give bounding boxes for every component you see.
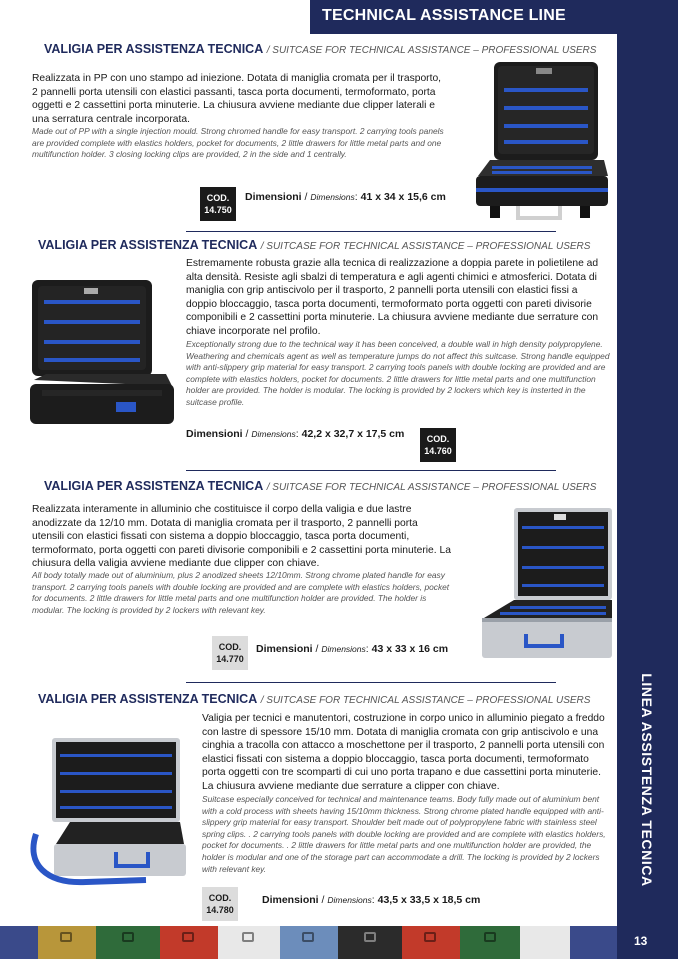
product-code-box (212, 636, 248, 670)
section-divider (186, 682, 556, 683)
dims-label-en: Dimensions (321, 644, 366, 654)
product-description-it: Estremamente robusta grazie alla tecnica di realizzazione a doppia parete in polietilene ad alta densità. Resiste agli sbalzi di temperatura e agli agenti chimici e atmosferici. Dotata di maniglia con grip antiscivolo per il trasporto, 2 pannelli porta utensili con elastici fissi a doppio bloccaggio, tasca porta documenti, termoformato porta oggetti con pareti divisorie componibili e 2 cassettini porta minuterie. La chiusura avviene mediante due serrature con chiave incorporate nel profilo. (186, 258, 599, 337)
product-title (44, 479, 596, 493)
dims-value: 43,5 x 33,5 x 18,5 cm (377, 894, 481, 906)
product-title-en: / SUITCASE FOR TECHNICAL ASSISTANCE – PROFESSIONAL USERS (260, 241, 591, 252)
suitcase-image (470, 58, 610, 226)
dims-label-en: Dimensions (310, 192, 355, 202)
suitcase-image (26, 734, 192, 894)
dims-label-it: Dimensioni (262, 894, 319, 906)
strip-block (402, 926, 460, 959)
code-label: COD. (426, 434, 450, 444)
product-code: 14.750 (204, 205, 232, 215)
strip-block (570, 926, 617, 959)
product-dimensions: Dimensioni / Dimensions: 43,5 x 33,5 x 18,5 cm (262, 894, 481, 906)
suitcase-image (480, 506, 616, 668)
product-description-en: Suitcase especially conceived for technical and maintenance teams. Body fully made out of aluminium bent with a cold process with sheets having 15/10mm thickness. Strong chrome plated handle equipped with anti-slippery grip material for easy transport. Shoulder belt made out of polypropylene fabric with stainless steel spring clips. . 2 carrying tools panels with double locking are provided and are complete with elastics holders, pocket for documents. . 2 little drawers for little metal parts and one multifunction holder are provided, the holder is modular and one of the storage part can accommodate a drill. The locking is provided by 2 lockers with relevant key. (202, 794, 606, 874)
product-title-en: / SUITCASE FOR TECHNICAL ASSISTANCE – PROFESSIONAL USERS (266, 482, 597, 493)
dims-label-it: Dimensioni (186, 428, 243, 440)
strip-block (96, 926, 160, 959)
dims-label-it: Dimensioni (245, 191, 302, 203)
strip-block (520, 926, 570, 959)
product-description-it: Realizzata interamente in alluminio che costituisce il corpo della valigia e due lastre anodizzate da 12/10 mm. Dotata di maniglia cromata per il trasporto, 2 pannelli porta utensili con elastici fissati con sistema a doppio bloccaggio, tasca porta documenti, termoformato, porta oggetti con pareti divisorie componibili e 2 cassettini porta minuterie. La chiusura della valigia avviene mediante due clipper con chiave. (32, 504, 451, 570)
product-title-it: VALIGIA PER ASSISTENZA TECNICA (44, 479, 264, 493)
product-description-it: Realizzata in PP con uno stampo ad iniezione. Dotata di maniglia cromata per il trasporto, 2 pannelli porta utensili con elastici passanti, tasca porta documenti, termoformato, porta oggetti e 2 cassettini porta minuterie. La chiusura avviene mediante due clipper laterali e una serratura centrale incorporata. (32, 73, 442, 125)
dims-label-it: Dimensioni (256, 643, 313, 655)
product-description-en: Exceptionally strong due to the technical way it has been conceived, a double wall in high density polypropylene. Weathering and chemicals agent as well as temperature jumps do not affect this suitcase. Strong handle equipped with anti-slippery grip material for easy transport. 2 carrying tools panels with double locking are provided and are complete with elastics holders, pocket for documents. 2 little drawers for little metal parts and one multifunction holder are provided. The holder is modular. The locking is provided by 2 lockers which key is insterted in the suitcase profile. (186, 339, 610, 407)
product-code: 14.760 (424, 446, 452, 456)
product-code: 14.770 (216, 654, 244, 664)
product-description-en: Made out of PP with a single injection mould. Strong chromed handle for easy transport. 2 carrying tools panels are provided complete with elastics holders, pocket for documents, 2 little drawers for little metal parts and one multifunction holder. 3 closing locking clips are provided, 2 in the side and 1 centrally. (32, 126, 444, 160)
product-title-it: VALIGIA PER ASSISTENZA TECNICA (38, 238, 258, 252)
page-number: 13 (634, 934, 648, 948)
product-title-it: VALIGIA PER ASSISTENZA TECNICA (38, 692, 258, 706)
strip-block (0, 926, 38, 959)
product-code-box (420, 428, 456, 462)
product-title-en: / SUITCASE FOR TECHNICAL ASSISTANCE – PROFESSIONAL USERS (266, 45, 597, 56)
strip-block (338, 926, 402, 959)
product-description-it: Valigia per tecnici e manutentori, costruzione in corpo unico in alluminio piegato a freddo con lastre di spessore 15/10 mm. Dotata di maniglia cromata con grip antiscivolo e una cinghia a tracolla con attacco a moschettone per il trasporto, 2 pannelli porta utensili con elastici fissati con sistema a doppio bloccaggio, tasca porta documenti, termoformato porta oggetti con tre scomparti di cui uno porta trapano e due cassettini porta minuterie. La chiusura avviene mediante due serrature a clipper con chiave. (202, 713, 605, 792)
product-description-en: All body totally made out of aluminium, plus 2 anodized sheets 12/10mm. Strong chrome plated handle for easy transport. 2 carrying tools panels with double locking are provided and are complete with elastics holders, pocket for documents. 2 little drawers for little metal parts and one multifunction holder are provided. The holder is modular. The locking is provided by 2 lockers with relevant key. (32, 570, 450, 615)
dims-label-en: Dimensions (251, 429, 296, 439)
product-title-it: VALIGIA PER ASSISTENZA TECNICA (44, 42, 264, 56)
dims-label-en: Dimensions (327, 895, 372, 905)
dims-value: 41 x 34 x 15,6 cm (360, 191, 446, 203)
strip-block (460, 926, 520, 959)
section-divider (186, 231, 556, 232)
product-title-en: / SUITCASE FOR TECHNICAL ASSISTANCE – PROFESSIONAL USERS (260, 695, 591, 706)
product-dimensions: Dimensioni / Dimensions: 41 x 34 x 15,6 cm (245, 191, 446, 203)
page-header-title: TECHNICAL ASSISTANCE LINE (322, 7, 566, 24)
product-code: 14.780 (206, 905, 234, 915)
product-dimensions: Dimensioni / Dimensions: 43 x 33 x 16 cm (256, 643, 449, 655)
strip-block (280, 926, 338, 959)
dims-value: 43 x 33 x 16 cm (371, 643, 449, 655)
product-title (38, 692, 590, 706)
code-label: COD. (208, 893, 232, 903)
suitcase-image (26, 276, 178, 432)
product-dimensions: Dimensioni / Dimensions: 42,2 x 32,7 x 17,5 cm (186, 428, 405, 440)
bottom-photo-strip (0, 926, 617, 959)
product-code-box (200, 187, 236, 221)
dims-value: 42,2 x 32,7 x 17,5 cm (301, 428, 405, 440)
strip-block (218, 926, 280, 959)
product-title (38, 238, 590, 252)
product-code-box (202, 887, 238, 921)
code-label: COD. (218, 642, 242, 652)
product-title (44, 42, 596, 56)
strip-block (38, 926, 96, 959)
code-label: COD. (206, 193, 230, 203)
vertical-section-title: LINEA ASSISTENZA TECNICA (639, 673, 655, 887)
strip-block (160, 926, 218, 959)
section-divider (186, 470, 556, 471)
